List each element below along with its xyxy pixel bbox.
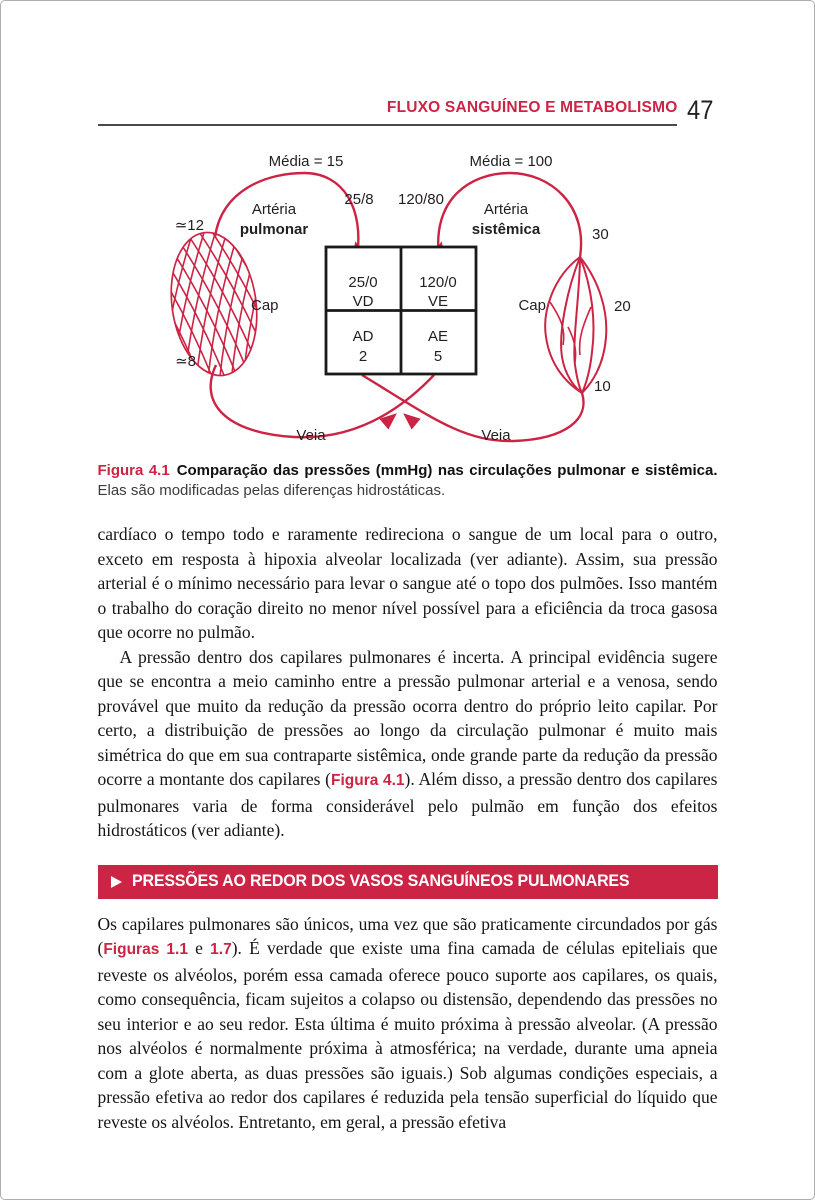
systemic-artery-label-2: sistêmica <box>471 221 540 238</box>
paragraph-3 <box>98 912 718 1135</box>
vein-left-label: Veia <box>295 427 326 444</box>
cap-right-label: Cap <box>517 297 546 314</box>
page-header <box>98 1 718 126</box>
page-number: 47 <box>687 95 714 125</box>
paragraph-3-text: Os capilares pulmonares são únicos, uma vez que são praticamente circundados por gás ( <box>97 913 718 958</box>
pulmonary-artery-label-2: pulmonar <box>239 221 308 238</box>
section-heading-title: PRESSÕES AO REDOR DOS VASOS SANGUÍNEOS PULMONARES <box>131 872 629 890</box>
figure-caption-number: Figura 4.1 <box>97 462 170 479</box>
heart-chambers-box <box>326 247 476 374</box>
approx-12-label: ≃12 <box>174 217 204 234</box>
value-10-label: 10 <box>593 378 611 395</box>
section-heading-banner <box>98 865 718 899</box>
triangle-icon <box>111 876 122 888</box>
aorta-pressure-label: 120/80 <box>397 191 444 208</box>
pa-pressure-label: 25/8 <box>343 191 374 208</box>
figure-4-1-reference: Figura 4.1 <box>330 772 405 789</box>
paragraph-1: cardíaco o tempo todo e raramente redireciona o sangue de um local para o outro, exceto em resposta à hipoxia alveolar localizada (ver adiante). Assim, sua pressão arterial é o mínimo necessário para levar o sangue até o topo dos pulmões. Isso mantém o trabalho do coração direito no menor nível possível para a eficiência da troca gasosa que ocorre no pulmão. <box>97 524 718 642</box>
value-20-label: 20 <box>613 298 631 315</box>
ae-label: AE <box>427 328 448 345</box>
paragraph-3-text-cont: ). É verdade que existe uma fina camada de células epiteliais que reveste os alvéolos, porém essa camada oferece pouco suporte aos capilares, os quais, como consequência, ficam sujeitos a colapso ou distensão, dependendo das pressões no seu interior e ao seu redor. Esta última é muito próxima à pressão alveolar. (A pressão nos alvéolos é normalmente próxima à atmosférica; na verdade, durante uma apneia com a glote aberta, as duas pressões são iguais.) Sob algumas condições especiais, a pressão efetiva ao redor dos capilares é reduzida pela tensão superficial do líquido que reveste os alvéolos. Entretanto, em geral, a pressão efetiva <box>97 938 718 1132</box>
page-content <box>98 1 718 1134</box>
mean-pressure-left-label: Média = 15 <box>268 153 343 170</box>
ae-pressure-label: 5 <box>433 348 442 365</box>
body-text <box>98 522 718 1134</box>
ve-label: VE <box>427 293 448 310</box>
pulmonary-artery-label-1: Artéria <box>251 201 296 218</box>
vein-arcs <box>210 365 583 441</box>
vein-right-label: Veia <box>480 427 511 444</box>
paragraph-3-connector: e <box>187 938 211 958</box>
paragraph-2 <box>98 645 718 843</box>
running-head: FLUXO SANGUÍNEO E METABOLISMO <box>386 99 678 116</box>
figure-caption <box>98 461 718 501</box>
mean-pressure-right-label: Média = 100 <box>469 153 552 170</box>
paragraph-2-text-cont: ). Além disso, a pressão dentro dos capilares pulmonares varia de forma considerável pelo pulmão em função dos efeitos hidrostáticos (ver adiante). <box>97 769 718 840</box>
ve-pressure-label: 120/0 <box>418 274 457 291</box>
systemic-artery-label-1: Artéria <box>483 201 528 218</box>
vd-pressure-label: 25/0 <box>347 274 378 291</box>
approx-8-label: ≃8 <box>174 353 196 370</box>
running-head-rule <box>98 99 678 126</box>
cap-left-label: Cap <box>250 297 279 314</box>
systemic-capillary-net <box>545 257 606 393</box>
ad-pressure-label: 2 <box>358 348 367 365</box>
figure-4-1 <box>98 147 718 501</box>
figure-caption-text: Elas são modificadas pelas diferenças hidrostáticas. <box>97 482 446 499</box>
ad-label: AD <box>352 328 373 345</box>
figures-1-1-reference: Figuras 1.1 <box>103 941 188 958</box>
circulation-diagram <box>98 147 718 457</box>
paragraph-2-text: A pressão dentro dos capilares pulmonares é incerta. A principal evidência sugere que se encontra a meio caminho entre a pressão pulmonar arterial e a venosa, sendo provável que muito da redução da pressão ocorra dentro do próprio leito capilar. Por certo, a distribuição de pressões ao longo da circulação pulmonar é muito mais simétrica do que em sua contraparte sistêmica, onde grande parte da redução da pressão ocorre a montante dos capilares ( <box>97 646 718 789</box>
figure-1-7-reference: 1.7 <box>210 941 232 958</box>
value-30-label: 30 <box>591 226 609 243</box>
vd-label: VD <box>352 293 373 310</box>
figure-caption-title: Comparação das pressões (mmHg) nas circulações pulmonar e sistêmica. <box>176 462 718 479</box>
